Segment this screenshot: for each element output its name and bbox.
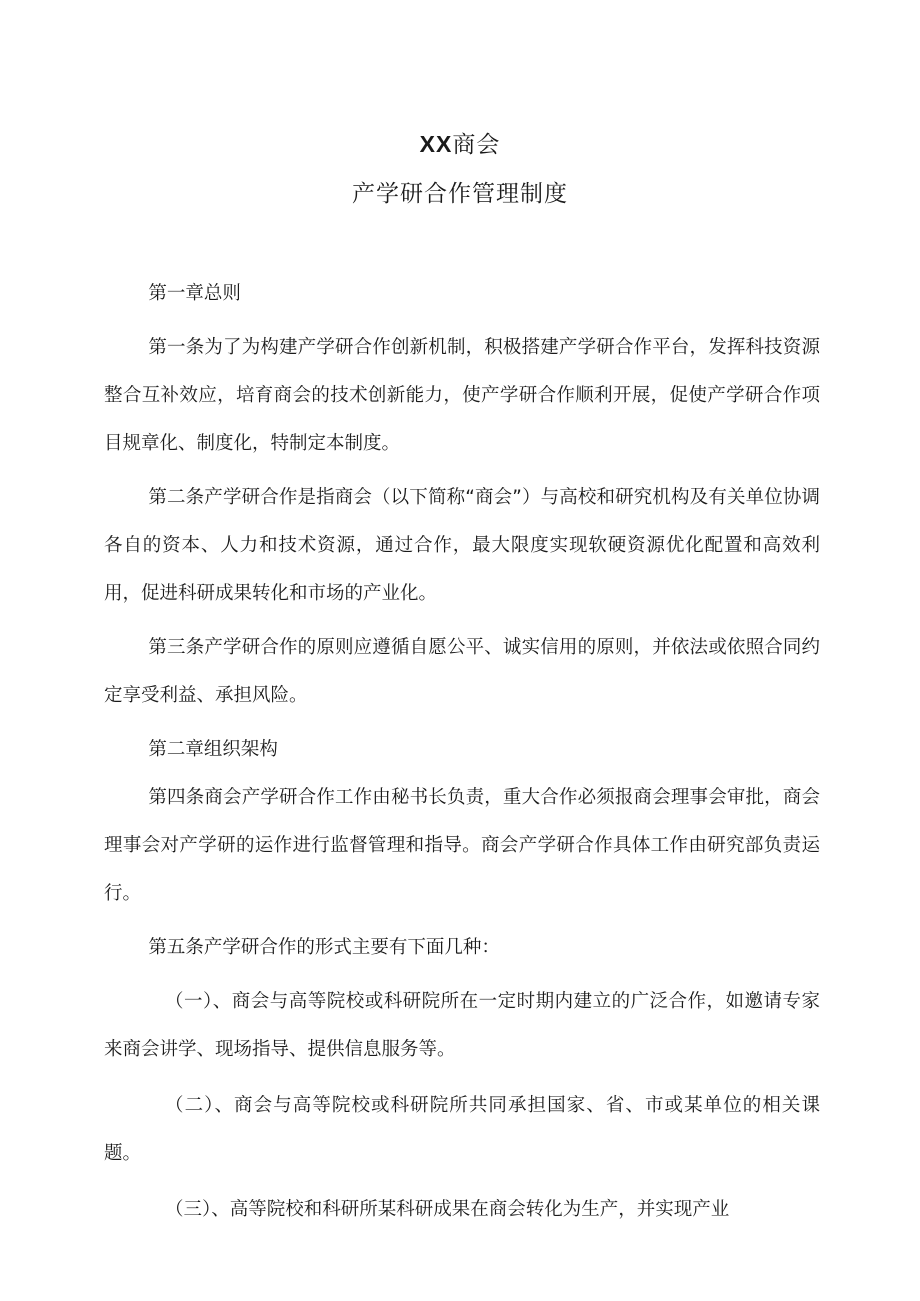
document-title — [0, 126, 920, 162]
org-name-prefix: XX — [419, 131, 453, 157]
list-item: （三）、高等院校和科研所某科研成果在商会转化为生产，并实现产业 — [165, 1199, 730, 1220]
title-block — [0, 126, 920, 212]
article-paragraph: 第五条产学研合作的形式主要有下面几种： — [148, 937, 500, 958]
document-subtitle: 产学研合作管理制度 — [352, 181, 568, 207]
chapter-heading: 第一章总则 — [148, 283, 241, 304]
org-name-suffix: 商会 — [452, 132, 501, 158]
list-item: （二）、商会与高等院校或科研院所共同承担国家、省、市或某单位的相关课题。 — [104, 1095, 820, 1164]
article-paragraph: 第二条产学研合作是指商会（以下简称“商会”）与高校和研究机构及有关单位协调各自的资本、人力和技术资源，通过合作，最大限度实现软硬资源优化配置和高效利用，促进科研成果转化和市场的产业化。 — [104, 487, 820, 604]
list-item: （一）、商会与高等院校或科研院所在一定时期内建立的广泛合作，如邀请专家来商会讲学、现场指导、提供信息服务等。 — [104, 991, 820, 1060]
document-body — [104, 270, 820, 1242]
article-paragraph: 第三条产学研合作的原则应遵循自愿公平、诚实信用的原则，并依法或依照合同约定享受利益、承担风险。 — [104, 637, 820, 706]
article-paragraph: 第一条为了为构建产学研合作创新机制，积极搭建产学研合作平台，发挥科技资源整合互补效应，培育商会的技术创新能力，使产学研合作顺利开展，促使产学研合作项目规章化、制度化，特制定本制度。 — [104, 337, 820, 454]
chapter-heading: 第二章组织架构 — [148, 739, 278, 760]
article-paragraph: 第四条商会产学研合作工作由秘书长负责，重大合作必须报商会理事会审批，商会理事会对产学研的运作进行监督管理和指导。商会产学研合作具体工作由研究部负责运行。 — [104, 787, 820, 904]
